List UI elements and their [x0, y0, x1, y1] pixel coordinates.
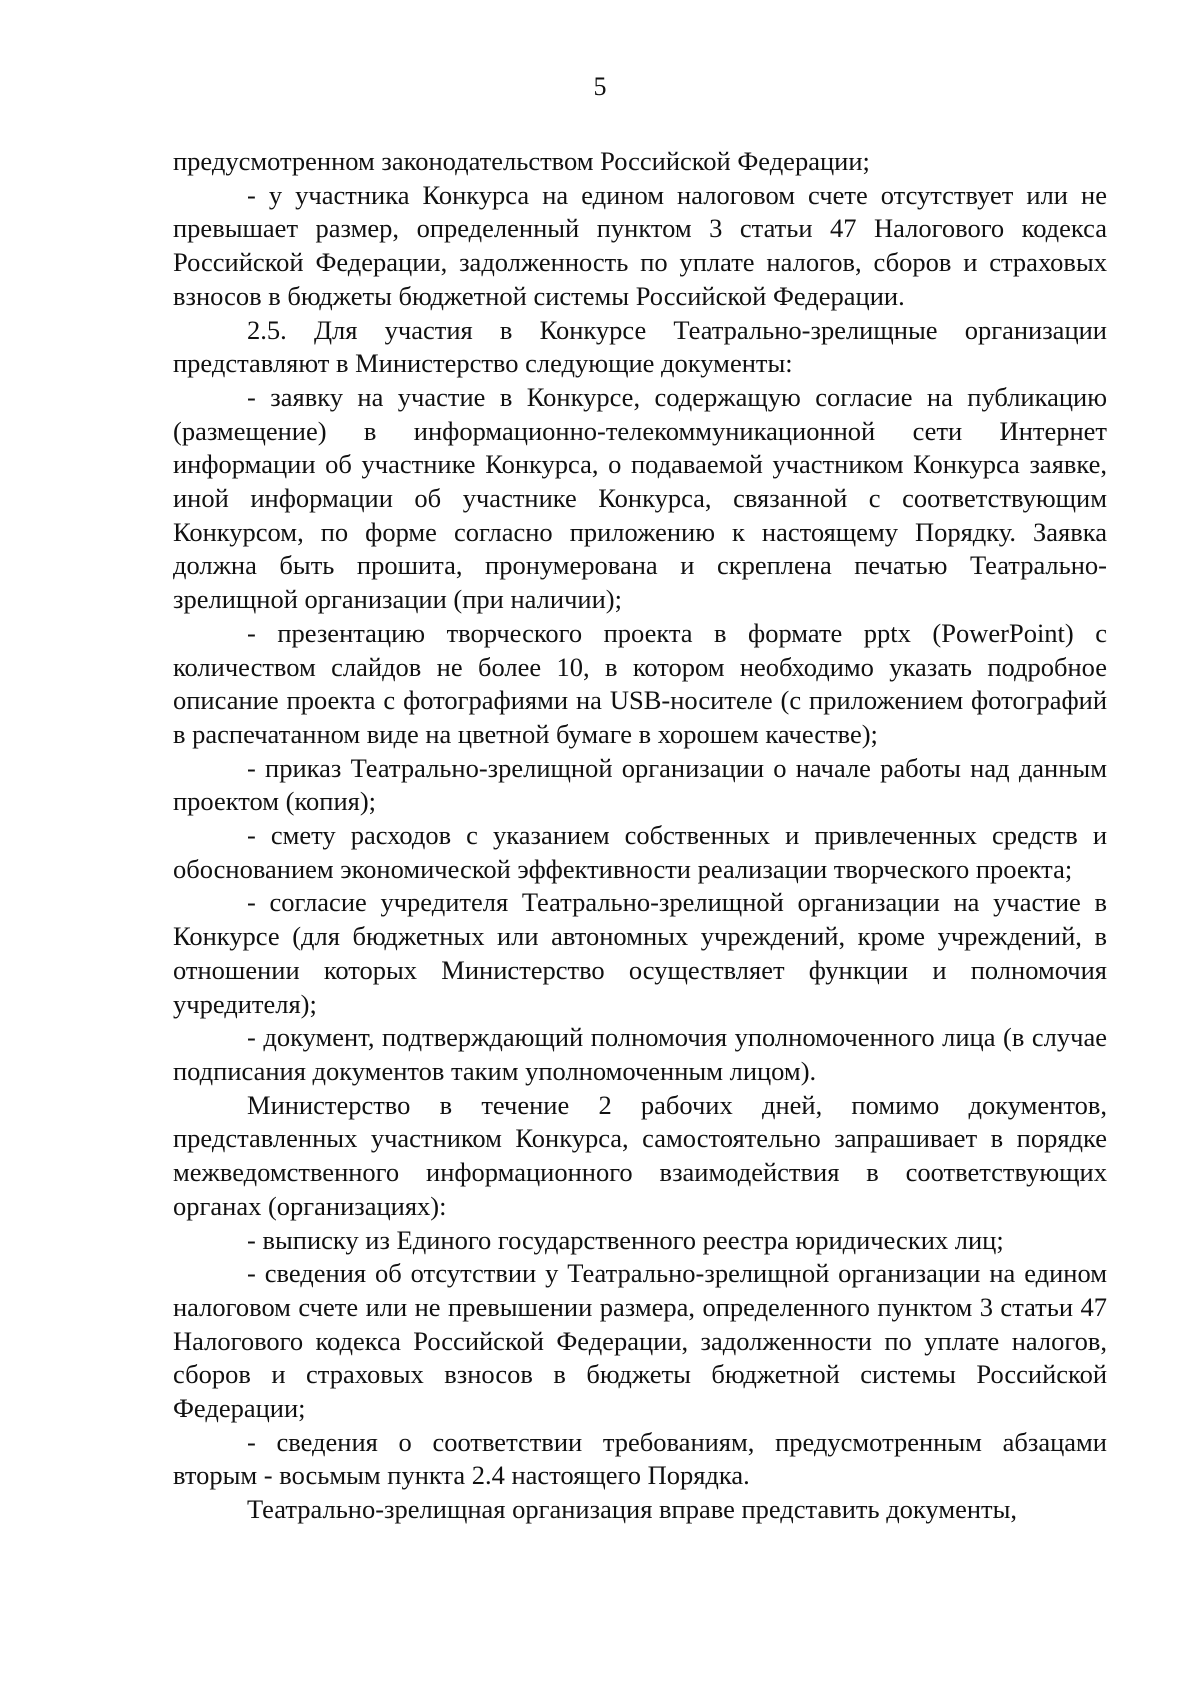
paragraph-founder-consent: - согласие учредителя Театрально-зрелищной организации на участие в Конкурсе (для бюджетных или автономных учреждений, кроме учреждений, в отношении которых Министерство осуществляет функции и полномочия учредителя);	[173, 887, 1107, 1019]
paragraph-tax-debt-info: - сведения об отсутствии у Театрально-зрелищной организации на едином налоговом счете или не превышении размера, определенного пунктом 3 статьи 47 Налогового кодекса Российской Федерации, задолженности по уплате налогов, сборов и страховых взносов в бюджеты бюджетной системы Российской Федерации;	[173, 1258, 1107, 1424]
paragraph-authority-document: - документ, подтверждающий полномочия уполномоченного лица (в случае подписания документов таким уполномоченным лицом).	[173, 1022, 1107, 1086]
document-body	[173, 145, 1107, 1527]
paragraph-section-2-5: 2.5. Для участия в Конкурсе Театрально-зрелищные организации представляют в Министерство следующие документы:	[173, 314, 1107, 379]
paragraph-registry-extract: - выписку из Единого государственного реестра юридических лиц;	[247, 1224, 1004, 1255]
paragraph-cost-estimate: - смету расходов с указанием собственных и привлеченных средств и обоснованием экономической эффективности реализации творческого проекта;	[173, 820, 1107, 884]
paragraph-right-to-submit: Театрально-зрелищная организация вправе представить документы,	[247, 1494, 1018, 1525]
paragraph-continuation: предусмотренном законодательством Российской Федерации;	[173, 146, 870, 176]
page-number: 5	[593, 72, 607, 101]
paragraph-ministry-request: Министерство в течение 2 рабочих дней, помимо документов, представленных участником Конкурса, самостоятельно запрашивает в порядке межведомственного информационного взаимодействия в соответствующих органах (организациях):	[173, 1089, 1107, 1221]
paragraph-compliance-info: - сведения о соответствии требованиям, предусмотренным абзацами вторым - восьмым пункта 2.4 настоящего Порядка.	[173, 1426, 1107, 1491]
paragraph-tax-debt-requirement: - у участника Конкурса на едином налоговом счете отсутствует или не превышает размер, определенный пунктом 3 статьи 47 Налогового кодекса Российской Федерации, задолженность по уплате налогов, сборов и страховых взносов в бюджеты бюджетной системы Российской Федерации.	[173, 179, 1107, 311]
paragraph-application: - заявку на участие в Конкурсе, содержащую согласие на публикацию (размещение) в информационно-телекоммуникационной сети Интернет информации об участнике Конкурса, о подаваемой участником Конкурса заявке, иной информации об участнике Конкурса, связанной с соответствующим Конкурсом, по форме согласно приложению к настоящему Порядку. Заявка должна быть прошита, пронумерована и скреплена печатью Театрально-зрелищной организации (при наличии);	[173, 381, 1107, 615]
paragraph-order-copy: - приказ Театрально-зрелищной организации о начале работы над данным проектом (копия);	[173, 752, 1107, 817]
paragraph-presentation: - презентацию творческого проекта в формате pptx (PowerPoint) с количеством слайдов не более 10, в котором необходимо указать подробное описание проекта с фотографиями на USB-носителе (с приложением фотографий в распечатанном виде на цветной бумаге в хорошем качестве);	[173, 617, 1107, 749]
